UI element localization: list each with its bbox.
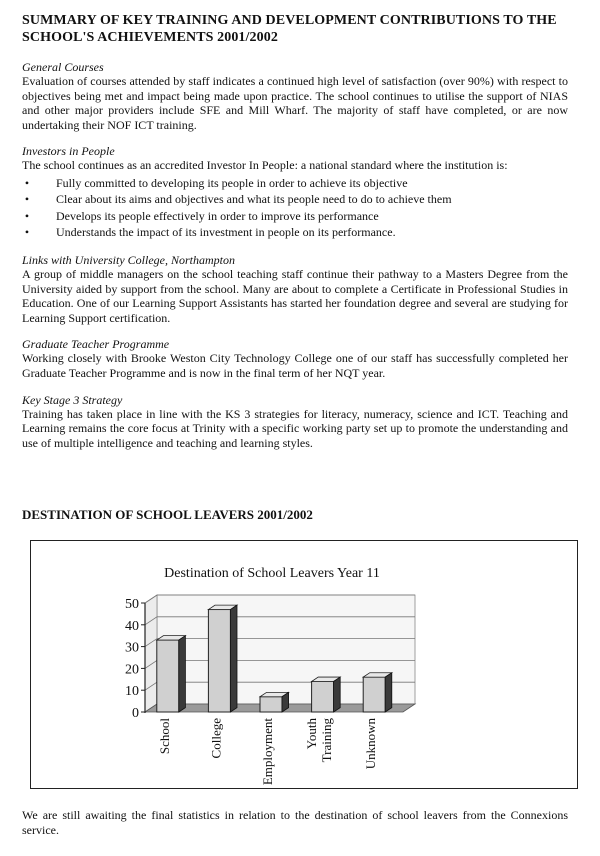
- x-tick-label: [157, 718, 172, 755]
- section-heading: Links with University College, Northampton: [22, 252, 235, 267]
- y-tick-label: 50: [125, 597, 139, 612]
- bullet-item: [24, 208, 568, 225]
- x-tick-label-line: School: [156, 718, 172, 755]
- bar-front: [260, 697, 282, 712]
- bar: [208, 605, 237, 712]
- x-tick-label: [208, 718, 223, 759]
- x-tick-label-line: College: [208, 718, 224, 759]
- summary-title: SUMMARY OF KEY TRAINING AND DEVELOPMENT CONTRIBUTIONS TO THE SCHOOL'S ACHIEVEMENTS 2001/2002: [22, 13, 557, 45]
- bullet-text: Understands the impact of its investment in people on its performance.: [56, 225, 396, 240]
- destination-chart: [31, 541, 577, 788]
- x-tick-label: [260, 718, 275, 786]
- section-heading: General Courses: [22, 60, 104, 74]
- bar-front: [363, 677, 385, 712]
- section-text: Evaluation of courses attended by staff indicates a continued high level of satisfaction (over 90%) with respect to objectives being met and impact being made upon practice. The school continues to utilise the support of NIAS and other major providers include SFE and Mill Wharf. The majority of staff have completed, or are now undertaking their NOF ICT training.: [22, 74, 568, 132]
- bullet-icon: •: [24, 225, 30, 240]
- bar: [312, 677, 341, 712]
- footer-text: We are still awaiting the final statistics in relation to the destination of school leavers from the Connexions service.: [22, 808, 568, 837]
- x-tick-label-line: Training: [319, 718, 335, 763]
- y-tick-label: 20: [125, 662, 139, 678]
- section-text: The school continues as an accredited Investor In People: a national standard where the institution is:: [22, 158, 508, 173]
- bullet-icon: •: [24, 175, 30, 190]
- bar: [157, 636, 186, 712]
- section-text: A group of middle managers on the school teaching staff continue their pathway to a Masters Degree from the University aided by support from the school. Many are about to complete a Certificate in Professional Studies in Education. One of our Learning Support Assistants has started her foundation degree and several are studying for Learning Support certification.: [22, 266, 568, 325]
- section-text: Working closely with Brooke Weston City Technology College one of our staff has successfully completed her Graduate Teacher Programme and is now in the final term of her NQT year.: [22, 351, 568, 380]
- bullet-icon: •: [24, 208, 30, 223]
- section-university-links: [22, 253, 568, 325]
- section-heading: Investors in People: [22, 144, 115, 159]
- x-tick-label-line: Youth: [304, 718, 320, 750]
- section-investors-in-people: [22, 144, 568, 241]
- x-tick-label-line: Employment: [260, 718, 275, 786]
- chart-side-wall: [145, 595, 157, 712]
- bullet-icon: •: [24, 192, 30, 207]
- section-text: Training has taken place in line with the KS 3 strategies for literacy, numeracy, science and ICT. Teaching and Learning remains the core focus at Trinity with a specific working party set up to promote the understanding and use of multiple intelligence and teaching and learning styles.: [22, 406, 568, 450]
- bullet-text: Fully committed to developing its people in order to achieve its objective: [56, 175, 408, 190]
- y-tick-label: 30: [125, 640, 139, 656]
- chart-title: Destination of School Leavers Year 11: [164, 566, 380, 581]
- x-tick-label: [363, 718, 378, 770]
- bar-side: [230, 605, 237, 712]
- chart-frame: [30, 540, 578, 789]
- section-key-stage-3: [22, 393, 568, 451]
- destination-title: DESTINATION OF SCHOOL LEAVERS 2001/2002: [22, 507, 313, 522]
- bullet-item: [24, 224, 568, 241]
- bullet-text: Develops its people effectively in order to improve its performance: [56, 208, 379, 223]
- bar-side: [334, 677, 341, 712]
- x-tick-label-line: Unknown: [363, 718, 379, 770]
- y-tick-label: 0: [132, 706, 139, 721]
- y-tick-label: 40: [125, 618, 139, 634]
- bar-front: [157, 640, 179, 712]
- bullet-item: [24, 191, 568, 208]
- section-general-courses: [22, 60, 568, 132]
- bar: [260, 692, 289, 712]
- section-graduate-teacher: [22, 337, 568, 380]
- section-heading: Key Stage 3 Strategy: [22, 392, 123, 407]
- bar-side: [385, 673, 392, 712]
- bullet-item: [24, 175, 568, 192]
- bullet-list: [22, 175, 568, 241]
- y-tick-label: 10: [125, 684, 139, 700]
- section-heading: Graduate Teacher Programme: [22, 337, 170, 352]
- x-tick-label: [304, 718, 334, 763]
- bar-front: [312, 681, 334, 712]
- bar-side: [179, 636, 186, 712]
- bar-front: [208, 610, 230, 712]
- bullet-text: Clear about its aims and objectives and what its people need to do to achieve them: [56, 192, 452, 207]
- bar: [363, 673, 392, 712]
- document-page: [22, 12, 568, 450]
